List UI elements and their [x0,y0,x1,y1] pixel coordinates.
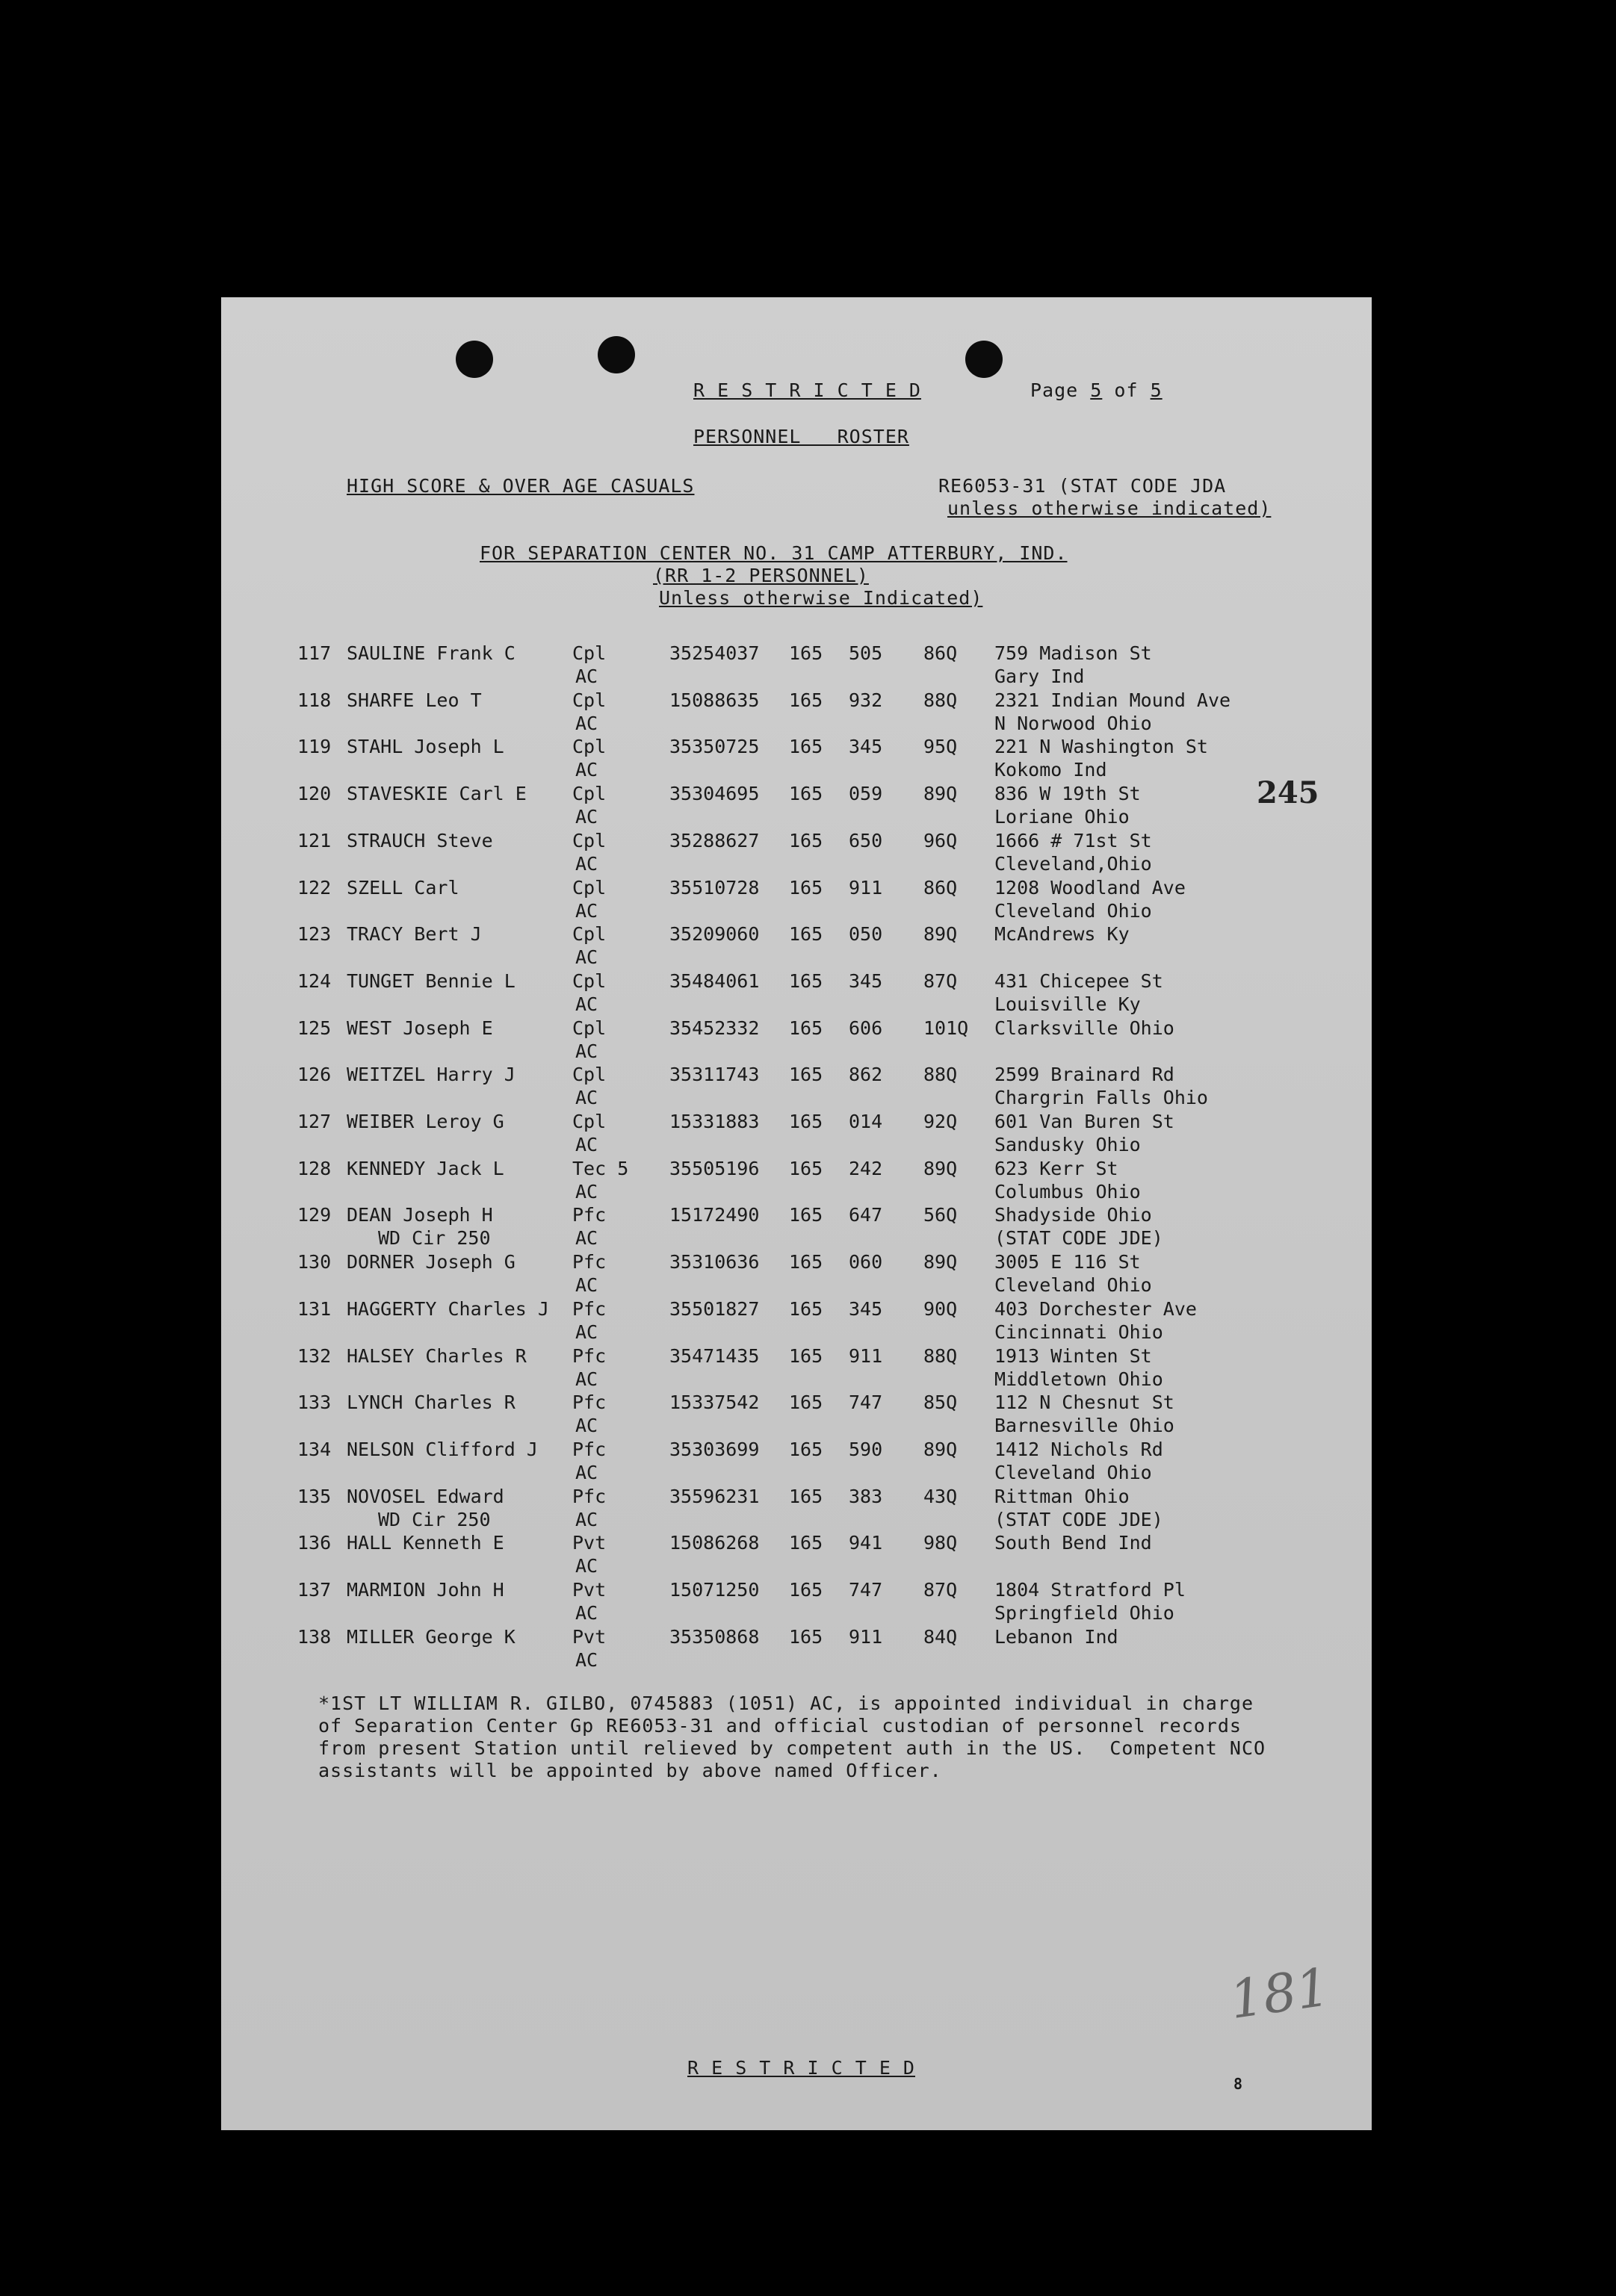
serial-number: 15071250 [669,1579,760,1601]
serial-number: 35209060 [669,923,760,946]
table-row [221,970,1372,1017]
rank: Pvt [572,1579,607,1601]
code-1: 165 [789,1157,823,1179]
code-2: 650 [849,829,883,851]
punch-hole [598,336,635,373]
address-line-1: 2321 Indian Mound Ave [994,689,1231,711]
row-number: 118 [297,689,332,711]
address-line-1: Rittman Ohio [994,1485,1130,1507]
serial-number: 35452332 [669,1017,760,1039]
table-row [221,1439,1372,1485]
score: 89Q [923,783,958,805]
branch: AC [575,1508,598,1530]
serial-number: 35304695 [669,783,760,805]
rank: Pfc [572,1251,607,1273]
score: 84Q [923,1625,958,1648]
code-2: 911 [849,1344,883,1367]
address-line-1: 431 Chicepee St [994,969,1163,992]
branch: AC [575,665,598,687]
address-line-2: Cleveland Ohio [994,899,1152,922]
classification-footer: R E S T R I C T E D [687,2057,915,2079]
code-2: 345 [849,736,883,758]
stat-code-line1: RE6053-31 (STAT CODE JDA [938,475,1227,497]
soldier-name: HALSEY Charles R [347,1344,527,1367]
footnote-line: from present Station until relieved by competent auth in the US. Competent NCO [318,1737,1266,1759]
handwritten-number: 181 [1225,1956,1334,2031]
row-note: WD Cir 250 [378,1227,491,1250]
rank: Cpl [572,1111,607,1132]
score: 87Q [923,969,958,992]
code-1: 165 [789,1297,823,1320]
score: 88Q [923,1064,958,1086]
score: 86Q [923,876,958,899]
soldier-name: STAHL Joseph L [347,736,504,758]
score: 85Q [923,1391,958,1414]
soldier-name: DEAN Joseph H [347,1204,493,1226]
address-line-2: Barnesville Ohio [994,1415,1174,1437]
code-2: 383 [849,1485,883,1507]
address-line-2: (STAT CODE JDE) [994,1227,1163,1250]
row-number: 132 [297,1344,332,1367]
branch: AC [575,1180,598,1203]
address-line-2: Cleveland Ohio [994,1274,1152,1297]
serial-number: 15331883 [669,1111,760,1132]
code-1: 165 [789,829,823,851]
row-number: 117 [297,642,332,664]
soldier-name: WEST Joseph E [347,1017,493,1039]
serial-number: 35501827 [669,1297,760,1320]
address-line-2: N Norwood Ohio [994,712,1152,734]
code-2: 505 [849,642,883,664]
code-1: 165 [789,736,823,758]
branch: AC [575,852,598,875]
row-number: 127 [297,1111,332,1132]
table-row [221,1204,1372,1250]
serial-number: 35471435 [669,1344,760,1367]
serial-number: 15172490 [669,1204,760,1226]
branch: AC [575,1368,598,1390]
branch: AC [575,993,598,1015]
rank: Pfc [572,1485,607,1507]
row-number: 129 [297,1204,332,1226]
code-2: 014 [849,1111,883,1132]
row-number: 120 [297,783,332,805]
serial-number: 35505196 [669,1157,760,1179]
code-1: 165 [789,923,823,946]
rank: Pfc [572,1204,607,1226]
table-row [221,1111,1372,1157]
score: 95Q [923,736,958,758]
serial-number: 35596231 [669,1485,760,1507]
soldier-name: TRACY Bert J [347,923,482,946]
address-line-1: 759 Madison St [994,642,1152,664]
roster-title: PERSONNEL ROSTER [693,426,909,447]
address-line-2: Kokomo Ind [994,759,1107,781]
address-line-2: Springfield Ohio [994,1602,1174,1624]
branch: AC [575,946,598,969]
code-1: 165 [789,1485,823,1507]
branch: AC [575,1602,598,1624]
soldier-name: DORNER Joseph G [347,1251,516,1273]
code-2: 345 [849,1297,883,1320]
soldier-name: TUNGET Bennie L [347,969,516,992]
soldier-name: SAULINE Frank C [347,642,516,664]
table-row [221,1486,1372,1532]
soldier-name: LYNCH Charles R [347,1391,516,1414]
address-line-2: Cleveland,Ohio [994,852,1152,875]
code-1: 165 [789,1625,823,1648]
address-line-2: Louisville Ky [994,993,1141,1015]
code-2: 345 [849,969,883,992]
table-row [221,642,1372,689]
address-line-1: Lebanon Ind [994,1625,1118,1648]
rank: Cpl [572,783,607,805]
row-number: 135 [297,1485,332,1507]
rank: Tec 5 [572,1157,629,1179]
serial-number: 15086268 [669,1532,760,1554]
center-line-2: (RR 1-2 PERSONNEL) [653,565,869,586]
rank: Cpl [572,1017,607,1039]
address-line-1: South Bend Ind [994,1532,1152,1554]
table-row [221,830,1372,876]
score: 89Q [923,923,958,946]
code-1: 165 [789,689,823,711]
table-row [221,783,1372,829]
stamp-number: 245 [1257,775,1319,810]
code-2: 911 [849,1625,883,1648]
address-line-1: 1666 # 71st St [994,829,1152,851]
table-row [221,1017,1372,1064]
center-line-3: Unless otherwise Indicated) [659,587,983,609]
branch: AC [575,1555,598,1577]
rank: Cpl [572,923,607,946]
address-line-1: Shadyside Ohio [994,1204,1152,1226]
code-2: 059 [849,783,883,805]
row-note: WD Cir 250 [378,1508,491,1530]
score: 96Q [923,829,958,851]
address-line-2: Loriane Ohio [994,806,1130,828]
code-2: 060 [849,1251,883,1273]
branch: AC [575,1321,598,1343]
soldier-name: WEITZEL Harry J [347,1064,516,1086]
serial-number: 35310636 [669,1251,760,1273]
branch: AC [575,1087,598,1109]
score: 86Q [923,642,958,664]
row-number: 126 [297,1064,332,1086]
table-row [221,1298,1372,1344]
score: 89Q [923,1251,958,1273]
row-number: 122 [297,876,332,899]
branch: AC [575,1648,598,1671]
address-line-1: 623 Kerr St [994,1157,1118,1179]
score: 87Q [923,1579,958,1601]
row-number: 124 [297,969,332,992]
rank: Cpl [572,642,607,664]
code-1: 165 [789,1251,823,1273]
left-title: HIGH SCORE & OVER AGE CASUALS [347,475,695,497]
serial-number: 35254037 [669,642,760,664]
soldier-name: NELSON Clifford J [347,1438,538,1460]
punch-hole [965,341,1003,378]
branch: AC [575,899,598,922]
address-line-1: 836 W 19th St [994,783,1141,805]
code-1: 165 [789,642,823,664]
soldier-name: HALL Kenneth E [347,1532,504,1554]
address-line-1: 601 Van Buren St [994,1111,1174,1132]
rank: Pfc [572,1344,607,1367]
serial-number: 35303699 [669,1438,760,1460]
rank: Pfc [572,1391,607,1414]
rank: Cpl [572,1064,607,1086]
branch: AC [575,806,598,828]
punch-hole [456,341,493,378]
address-line-2: Columbus Ohio [994,1180,1141,1203]
address-line-1: 1804 Stratford Pl [994,1579,1186,1601]
row-number: 133 [297,1391,332,1414]
soldier-name: SHARFE Leo T [347,689,482,711]
code-2: 590 [849,1438,883,1460]
code-1: 165 [789,1111,823,1132]
soldier-name: MARMION John H [347,1579,504,1601]
table-row [221,923,1372,969]
table-row [221,1626,1372,1672]
serial-number: 35350868 [669,1625,760,1648]
address-line-2: Sandusky Ohio [994,1134,1141,1155]
code-2: 647 [849,1204,883,1226]
table-row [221,1064,1372,1110]
address-line-1: 403 Dorchester Ave [994,1297,1197,1320]
code-1: 165 [789,876,823,899]
table-row [221,1345,1372,1391]
code-2: 911 [849,876,883,899]
address-line-1: 221 N Washington St [994,736,1208,758]
soldier-name: MILLER George K [347,1625,516,1648]
score: 98Q [923,1532,958,1554]
score: 89Q [923,1157,958,1179]
branch: AC [575,1134,598,1155]
row-number: 130 [297,1251,332,1273]
row-number: 121 [297,829,332,851]
row-number: 138 [297,1625,332,1648]
score: 101Q [923,1017,969,1039]
rank: Cpl [572,736,607,758]
branch: AC [575,1227,598,1250]
table-row [221,877,1372,923]
address-line-2: Cincinnati Ohio [994,1321,1163,1343]
score: 88Q [923,1344,958,1367]
code-1: 165 [789,1017,823,1039]
code-1: 165 [789,1391,823,1414]
rank: Pvt [572,1625,607,1648]
rank: Cpl [572,876,607,899]
address-line-1: 1412 Nichols Rd [994,1438,1163,1460]
serial-number: 35510728 [669,876,760,899]
row-number: 131 [297,1297,332,1320]
address-line-2: (STAT CODE JDE) [994,1508,1163,1530]
table-row [221,1158,1372,1204]
footnote-line: assistants will be appointed by above named Officer. [318,1760,942,1781]
corner-mark: 8 [1233,2075,1243,2093]
branch: AC [575,1040,598,1062]
branch: AC [575,759,598,781]
soldier-name: STAVESKIE Carl E [347,783,527,805]
table-row [221,1532,1372,1578]
row-number: 137 [297,1579,332,1601]
rank: Pfc [572,1297,607,1320]
address-line-1: 2599 Brainard Rd [994,1064,1174,1086]
row-number: 119 [297,736,332,758]
score: 90Q [923,1297,958,1320]
serial-number: 35288627 [669,829,760,851]
address-line-1: Clarksville Ohio [994,1017,1174,1039]
address-line-2: Cleveland Ohio [994,1461,1152,1483]
branch: AC [575,712,598,734]
branch: AC [575,1274,598,1297]
code-1: 165 [789,969,823,992]
row-number: 123 [297,923,332,946]
table-row [221,1251,1372,1297]
branch: AC [575,1415,598,1437]
footnote-line: *1ST LT WILLIAM R. GILBO, 0745883 (1051) AC, is appointed individual in charge [318,1692,1254,1714]
code-1: 165 [789,1438,823,1460]
code-2: 862 [849,1064,883,1086]
soldier-name: STRAUCH Steve [347,829,493,851]
page-indicator: Page 5 of 5 [1030,379,1163,401]
address-line-2: Middletown Ohio [994,1368,1163,1390]
soldier-name: KENNEDY Jack L [347,1157,504,1179]
address-line-1: 1208 Woodland Ave [994,876,1186,899]
serial-number: 15337542 [669,1391,760,1414]
code-1: 165 [789,1532,823,1554]
center-line-1: FOR SEPARATION CENTER NO. 31 CAMP ATTERBURY, IND. [480,542,1068,564]
score: 43Q [923,1485,958,1507]
rank: Cpl [572,829,607,851]
score: 92Q [923,1111,958,1132]
classification-header: R E S T R I C T E D [693,379,921,401]
soldier-name: HAGGERTY Charles J [347,1297,549,1320]
score: 88Q [923,689,958,711]
address-line-2: Chargrin Falls Ohio [994,1087,1208,1109]
row-number: 136 [297,1532,332,1554]
score: 56Q [923,1204,958,1226]
row-number: 134 [297,1438,332,1460]
table-row [221,689,1372,736]
address-line-1: 3005 E 116 St [994,1251,1141,1273]
code-2: 606 [849,1017,883,1039]
code-1: 165 [789,1204,823,1226]
address-line-2: Gary Ind [994,665,1085,687]
rank: Cpl [572,689,607,711]
serial-number: 35484061 [669,969,760,992]
address-line-1: 112 N Chesnut St [994,1391,1174,1414]
serial-number: 35350725 [669,736,760,758]
code-2: 747 [849,1579,883,1601]
stat-code-line2: unless otherwise indicated) [947,497,1272,519]
row-number: 128 [297,1157,332,1179]
row-number: 125 [297,1017,332,1039]
code-1: 165 [789,1344,823,1367]
code-2: 747 [849,1391,883,1414]
rank: Pfc [572,1438,607,1460]
score: 89Q [923,1438,958,1460]
soldier-name: SZELL Carl [347,876,459,899]
code-2: 941 [849,1532,883,1554]
rank: Pvt [572,1532,607,1554]
serial-number: 35311743 [669,1064,760,1086]
soldier-name: NOVOSEL Edward [347,1485,504,1507]
address-line-1: 1913 Winten St [994,1344,1152,1367]
table-row [221,736,1372,782]
code-2: 932 [849,689,883,711]
document-page [221,297,1372,2130]
code-1: 165 [789,1579,823,1601]
table-row [221,1391,1372,1438]
code-2: 050 [849,923,883,946]
rank: Cpl [572,969,607,992]
code-1: 165 [789,783,823,805]
address-line-1: McAndrews Ky [994,923,1130,946]
soldier-name: WEIBER Leroy G [347,1111,504,1132]
branch: AC [575,1461,598,1483]
code-1: 165 [789,1064,823,1086]
code-2: 242 [849,1157,883,1179]
footnote-line: of Separation Center Gp RE6053-31 and official custodian of personnel records [318,1715,1242,1737]
table-row [221,1579,1372,1625]
serial-number: 15088635 [669,689,760,711]
